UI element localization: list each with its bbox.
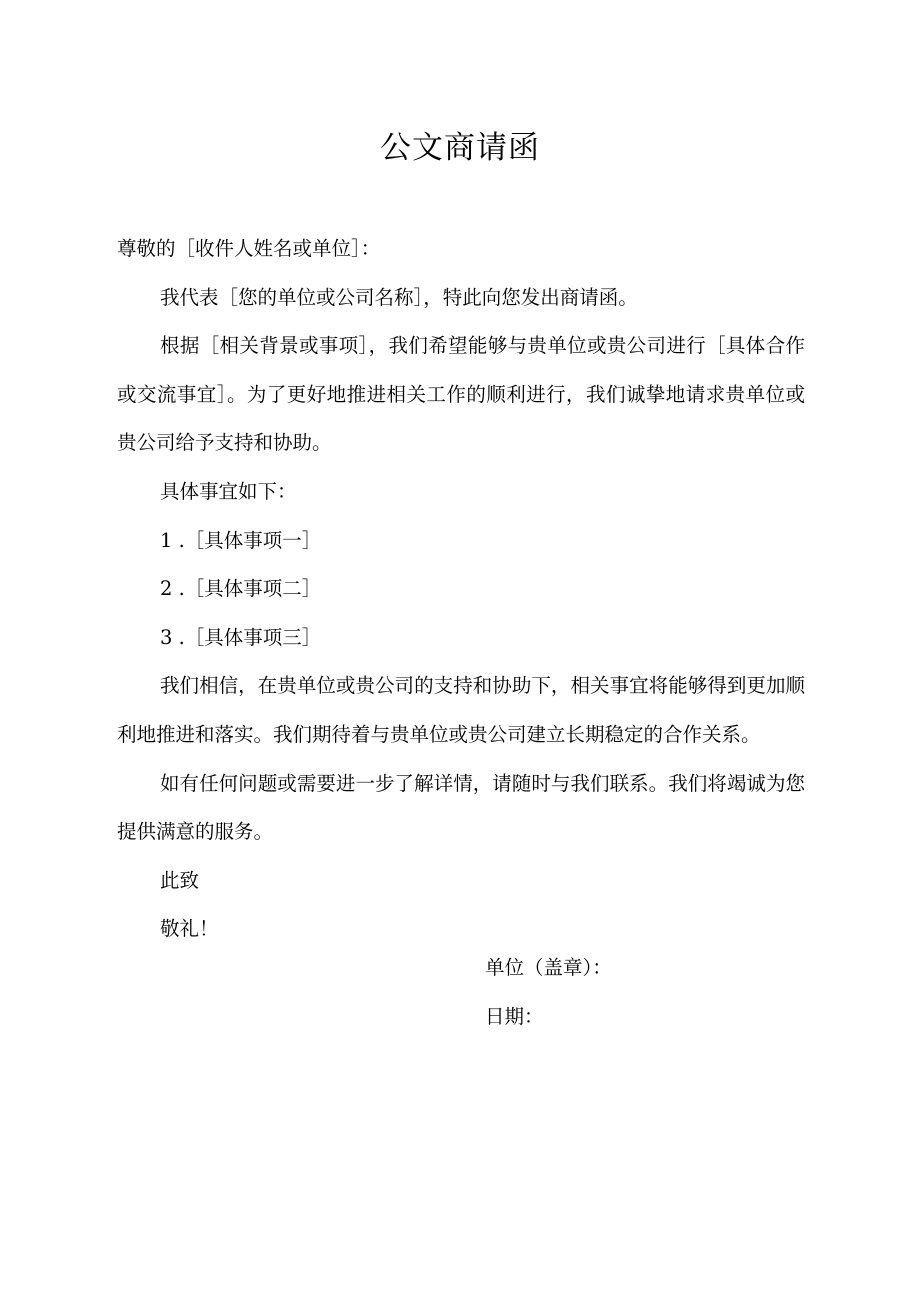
contact-paragraph: 如有任何问题或需要进一步了解详情，请随时与我们联系。我们将竭诚为您提供满意的服务。 xyxy=(117,771,805,844)
list-item: 1 .［具体事项一］ xyxy=(160,528,322,552)
intro-paragraph: 我代表［您的单位或公司名称］，特此向您发出商请函。 xyxy=(160,285,638,309)
letter-body xyxy=(117,225,805,954)
closing-line-1: 此致 xyxy=(160,868,200,892)
belief-paragraph: 我们相信，在贵单位或贵公司的支持和协助下，相关事宜将能够得到更加顺利地推进和落实。我们期待着与贵单位或贵公司建立长期稳定的合作关系。 xyxy=(117,674,805,746)
list-item: 3 .［具体事项三］ xyxy=(160,625,322,649)
background-paragraph: 根据［相关背景或事项］，我们希望能够与贵单位或贵公司进行［具体合作或交流事宜］。为了更好地推进相关工作的顺利进行，我们诚挚地请求贵单位或贵公司给予支持和协助。 xyxy=(117,334,805,455)
signature-unit: 单位（盖章）： xyxy=(485,956,612,979)
items-heading: 具体事宜如下： xyxy=(160,479,297,503)
document-title: 公文商请函 xyxy=(380,130,540,166)
closing-line-2: 敬礼！ xyxy=(160,917,219,941)
list-item: 2 .［具体事项二］ xyxy=(160,577,322,601)
signature-date: 日期： xyxy=(485,1005,544,1028)
salutation: 尊敬的［收件人姓名或单位］： xyxy=(117,237,381,260)
